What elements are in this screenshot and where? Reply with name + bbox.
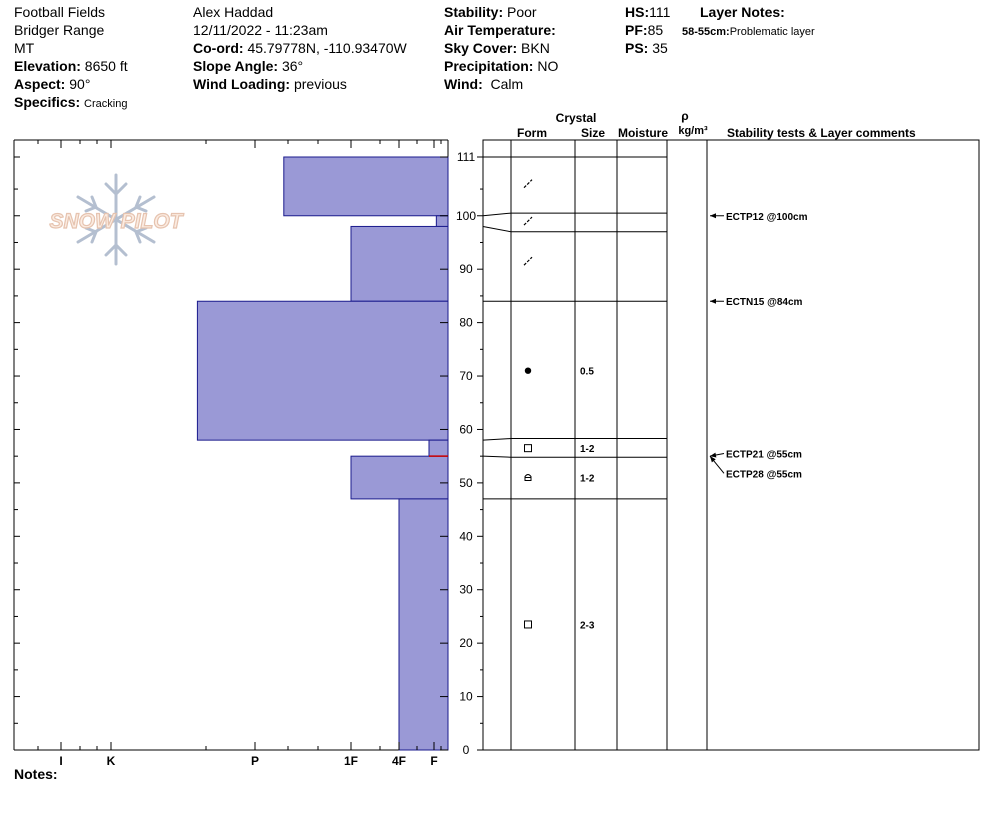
form-header: Form <box>517 126 547 140</box>
height-label-90: 90 <box>459 262 473 277</box>
logo-text: SNOW PILOT <box>49 210 183 233</box>
sky-cover-field: Sky Cover: BKN <box>444 40 550 56</box>
test-label-3: ECTP28 @55cm <box>726 469 802 481</box>
range-name: Bridger Range <box>14 22 105 38</box>
crystal-faceted-6 <box>525 621 532 628</box>
snowpilot-logo <box>50 175 185 264</box>
density-unit-header: kg/m³ <box>678 125 708 137</box>
wind-field: Wind: Calm <box>444 76 524 92</box>
stability-field: Stability: Poor <box>444 4 537 20</box>
hardness-tick-label-F: F <box>430 754 438 768</box>
test-label-0: ECTP12 @100cm <box>726 211 808 223</box>
hardness-tick-label-1F: 1F <box>343 754 359 768</box>
crystal-size-6: 2-3 <box>580 620 595 632</box>
hardness-tick-label-K: K <box>106 754 116 768</box>
hs-field: HS:111 <box>625 4 671 20</box>
layer-notes-label: Layer Notes: <box>700 4 785 20</box>
crystal-decomposing-1 <box>524 217 532 225</box>
hardness-layer-1 <box>436 216 448 227</box>
hardness-layer-5 <box>351 456 448 499</box>
height-label-111: 111 <box>456 150 476 164</box>
observer-name: Alex Haddad <box>193 4 274 20</box>
test-label-2: ECTP21 @55cm <box>726 449 802 461</box>
precip-field: Precipitation: NO <box>444 58 559 74</box>
stability-comments-header: Stability tests & Layer comments <box>727 126 916 140</box>
size-header: Size <box>580 126 606 140</box>
height-label-70: 70 <box>459 369 473 384</box>
layer-note: 58-55cm:Problematic layer <box>682 26 815 38</box>
test-arrow-head-1 <box>710 299 716 304</box>
hardness-layer-0 <box>284 157 448 216</box>
pf-field: PF:85 <box>625 22 664 38</box>
hardness-tick-label-P: P <box>250 754 260 768</box>
height-label-100: 100 <box>455 208 477 223</box>
air-temp-field: Air Temperature: <box>444 22 556 38</box>
slope-field: Slope Angle: 36° <box>193 58 304 74</box>
crystal-header: Crystal <box>555 111 597 125</box>
height-label-0: 0 <box>462 743 470 757</box>
height-label-50: 50 <box>459 475 473 490</box>
test-arrow-head-0 <box>710 213 716 218</box>
height-label-20: 20 <box>459 636 473 651</box>
crystal-size-4: 1-2 <box>580 444 595 456</box>
hardness-layer-3 <box>197 301 448 440</box>
crystal-size-5: 1-2 <box>580 473 595 485</box>
crystal-decomposing-0 <box>524 180 532 188</box>
wind-loading-field: Wind Loading: previous <box>193 76 347 92</box>
coord-field: Co-ord: 45.79778N, -110.93470W <box>193 40 407 56</box>
crystal-faceted-rounding-5 <box>525 475 531 481</box>
crystal-decomposing-2 <box>524 257 532 265</box>
location-name: Football Fields <box>14 4 106 20</box>
moisture-header: Moisture <box>617 126 669 140</box>
height-label-80: 80 <box>459 315 473 330</box>
rho-header: ρ <box>681 109 689 123</box>
hardness-tick-label-I: I <box>59 754 63 768</box>
test-label-1: ECTN15 @84cm <box>726 297 803 309</box>
hardness-tick-label-4F: 4F <box>391 754 407 768</box>
specifics-field: Specifics: Cracking <box>14 94 128 110</box>
crystal-rounded-3 <box>525 367 531 373</box>
hardness-layer-2 <box>351 226 448 301</box>
date-time: 12/11/2022 - 11:23am <box>193 22 328 38</box>
crystal-size-3: 0.5 <box>580 366 594 378</box>
state-name: MT <box>14 40 35 56</box>
height-label-10: 10 <box>459 689 473 704</box>
height-label-30: 30 <box>459 582 473 597</box>
notes-label: Notes: <box>14 766 58 782</box>
hardness-layer-4 <box>429 440 448 456</box>
height-label-60: 60 <box>459 422 473 437</box>
ps-field: PS: 35 <box>625 40 668 56</box>
aspect-field: Aspect: 90° <box>14 76 91 92</box>
height-label-40: 40 <box>459 529 473 544</box>
elevation-field: Elevation: 8650 ft <box>14 58 128 74</box>
crystal-faceted-4 <box>525 445 532 452</box>
